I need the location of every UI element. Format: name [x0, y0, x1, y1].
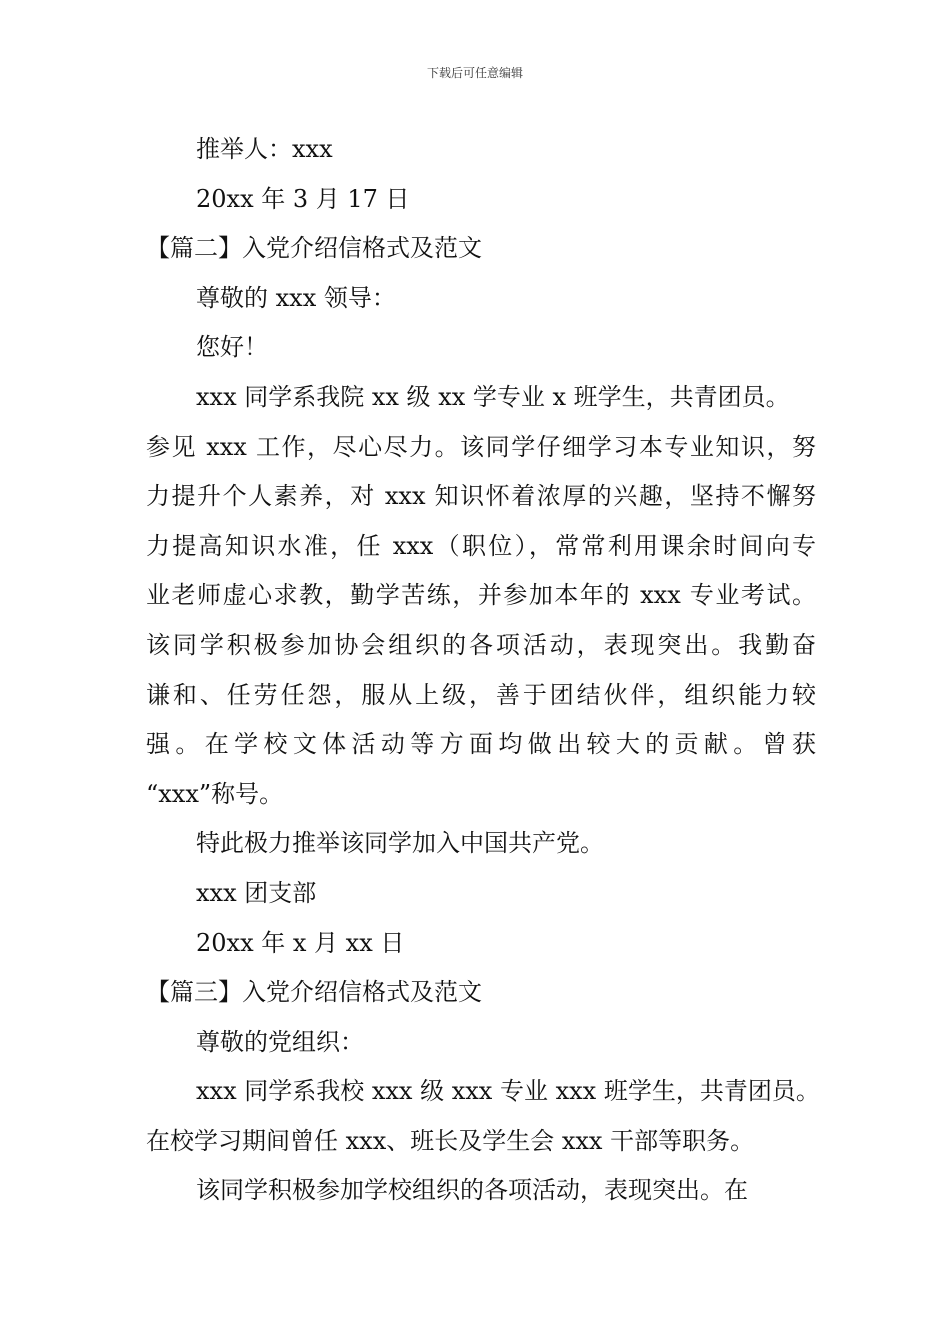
paragraph-line: 特此极力推举该同学加入中国共产党。 [196, 829, 604, 858]
paragraph-line: 在校学习期间曾任 xxx、班长及学生会 xxx 干部等职务。 [146, 1126, 755, 1155]
paragraph-line: 强。在学校文体活动等方面均做出较大的贡献。曾获 [146, 730, 816, 759]
section-heading: 【篇二】入党介绍信格式及范文 [146, 234, 482, 263]
section-heading: 【篇三】入党介绍信格式及范文 [146, 978, 482, 1007]
paragraph-line: 谦和、任劳任怨，服从上级，善于团结伙伴，组织能力较 [146, 680, 816, 709]
document-body [146, 125, 820, 1216]
salutation: 尊敬的 xxx 领导： [196, 283, 396, 312]
page-header: 下载后可任意编辑 [426, 66, 523, 80]
paragraph-line: 该同学积极参加协会组织的各项活动，表现突出。我勤奋 [146, 630, 816, 659]
paragraph-line: 力提高知识水准，任 xxx（职位），常常利用课余时间向专 [146, 531, 816, 560]
paragraph-line: “xxx”称号。 [146, 779, 284, 808]
paragraph-line: 力提升个人素养，对 xxx 知识怀着浓厚的兴趣，坚持不懈努 [146, 482, 816, 511]
salutation: 尊敬的党组织： [196, 1027, 364, 1056]
recommender-line: 推举人：xxx [196, 135, 333, 163]
date-line: 20xx 年 3 月 17 日 [196, 184, 410, 213]
paragraph-line: xxx 同学系我校 xxx 级 xxx 专业 xxx 班学生，共青团员。 [196, 1077, 820, 1106]
date-line: 20xx 年 x 月 xx 日 [196, 928, 405, 957]
paragraph-line: 该同学积极参加学校组织的各项活动，表现突出。在 [196, 1176, 748, 1205]
paragraph-line: 业老师虚心求教，勤学苦练，并参加本年的 xxx 专业考试。 [146, 581, 816, 610]
signature-line: xxx 团支部 [196, 878, 317, 907]
paragraph-line: xxx 同学系我院 xx 级 xx 学专业 x 班学生，共青团员。 [196, 382, 790, 411]
paragraph-line: 参见 xxx 工作，尽心尽力。该同学仔细学习本专业知识，努 [146, 432, 816, 461]
greeting: 您好！ [196, 333, 268, 362]
